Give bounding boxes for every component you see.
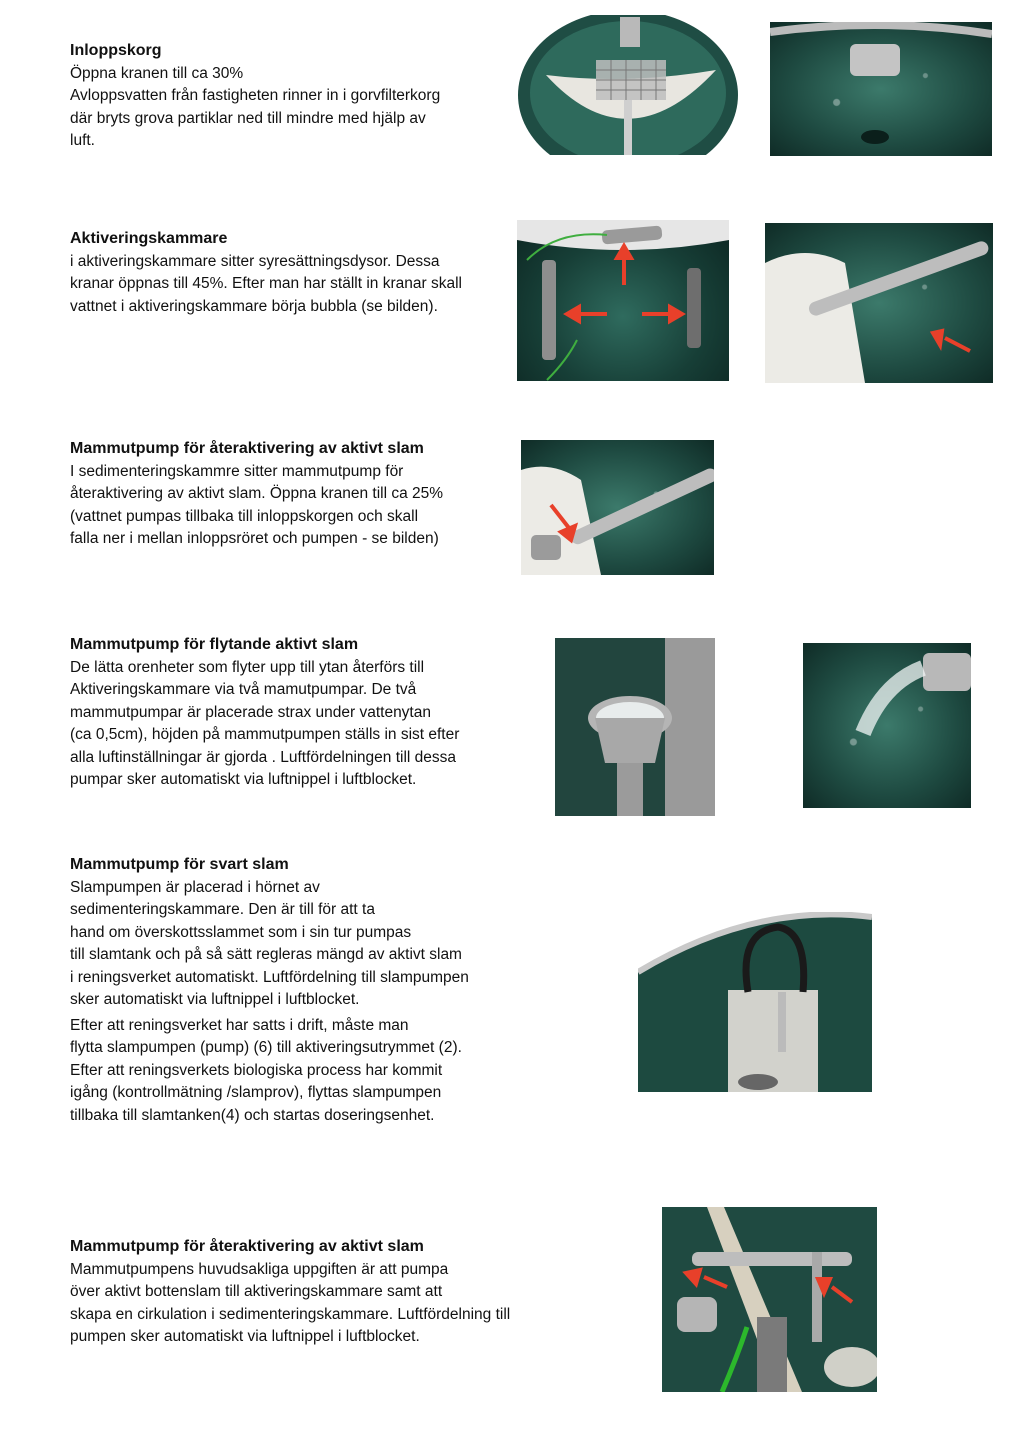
section-body	[70, 1259, 510, 1349]
body-line: till slamtank och på så sätt regleras mängd av aktivt slam	[70, 946, 462, 963]
section-title: Aktiveringskammare	[70, 230, 228, 247]
body-line: falla ner i mellan inloppsröret och pumpen - se bilden)	[70, 530, 439, 547]
body-line: i aktiveringskammare sitter syresättningsdysor. Dessa	[70, 252, 440, 270]
section-mammutpump-flytande	[70, 634, 459, 792]
body-line: i reningsverket automatiskt. Luftfördelning till slampumpen	[70, 968, 469, 986]
section-body	[70, 461, 443, 551]
body-line: kranar öppnas till 45%. Efter man har ställt in kranar skall	[70, 275, 462, 292]
body-line: sker automatiskt via luftnippel i luftblocket.	[70, 991, 360, 1008]
body-line: vattnet i aktiveringskammare börja bubbla (se bilden).	[70, 297, 438, 315]
section-title: Inloppskorg	[70, 42, 162, 59]
body-line: Öppna kranen till ca 30%	[70, 64, 244, 82]
body-line: (ca 0,5cm), höjden på mammutpumpen ställs in sist efter	[70, 726, 460, 743]
section-body	[70, 657, 459, 792]
body-line: Aktiveringskammare via två mamutpumpar. De två	[70, 681, 417, 698]
section-title: Mammutpump för återaktivering av aktivt slam	[70, 440, 424, 457]
body-line: Mammutpumpens huvudsakliga uppgiften är att pumpa	[70, 1260, 449, 1278]
body-line: Avloppsvatten från fastigheten rinner in i gorvfilterkorg	[70, 87, 441, 104]
section-body	[70, 877, 469, 1012]
photo-black-sludge-pump	[638, 912, 872, 1092]
section-body	[70, 63, 440, 153]
photo-floating-sludge-pump	[555, 638, 715, 816]
section-title: Mammutpump för svart slam	[70, 856, 289, 873]
body-line: Efter att reningsverket har satts i drift, måste man	[70, 1016, 409, 1034]
photo-return-pump	[521, 440, 714, 575]
body-line: pumpen sker automatiskt via luftnippel i luftblocket.	[70, 1328, 420, 1345]
body-line: mammutpumpar är placerade strax under vattenytan	[70, 703, 431, 721]
section-body	[70, 251, 462, 319]
body-line: (vattnet pumpas tillbaka till inloppskorgen och skall	[70, 507, 419, 525]
section-title: Mammutpump för återaktivering av aktivt slam	[70, 1238, 424, 1255]
photo-inlet-basket-top	[516, 15, 741, 155]
body-line: I sedimenteringskammre sitter mammutpump för	[70, 462, 404, 480]
section-mammutpump-svart	[70, 854, 469, 1127]
body-line: De lätta orenheter som flyter upp till ytan återförs till	[70, 658, 425, 676]
section-aktiveringskammare	[70, 228, 462, 318]
photo-bottom-sludge-pump	[662, 1207, 877, 1392]
body-line: över aktivt bottenslam till aktiveringskammare samt att	[70, 1283, 443, 1300]
section-mammutpump-aterakt-2	[70, 1236, 510, 1349]
body-line: alla luftinställningar är gjorda . Luftfördelningen till dessa	[70, 748, 457, 766]
body-line: hand om överskottsslammet som i sin tur pumpas	[70, 923, 412, 941]
body-line: Slampumpen är placerad i hörnet av	[70, 878, 320, 896]
photo-floating-sludge-outlet	[803, 643, 971, 808]
section-inloppskorg	[70, 40, 440, 153]
body-line: Efter att reningsverkets biologiska process har kommit	[70, 1061, 443, 1079]
body-line: återaktivering av aktivt slam. Öppna kranen till ca 25%	[70, 485, 444, 502]
body-line: skapa en cirkulation i sedimenteringskammare. Luftfördelning till	[70, 1305, 511, 1323]
body-line: tillbaka till slamtanken(4) och startas doseringsenhet.	[70, 1106, 435, 1124]
body-line: där bryts grova partiklar ned till mindre med hjälp av	[70, 109, 426, 127]
body-line: luft.	[70, 132, 95, 149]
section-title: Mammutpump för flytande aktivt slam	[70, 636, 359, 653]
photo-aeration-bubbling	[765, 223, 993, 383]
photo-inlet-basket-water	[770, 22, 992, 156]
body-line: sedimenteringskammare. Den är till för att ta	[70, 901, 375, 918]
section-body-continued	[70, 1015, 469, 1128]
body-line: flytta slampumpen (pump) (6) till aktiveringsutrymmet (2).	[70, 1039, 462, 1056]
body-line: igång (kontrollmätning /slamprov), flyttas slampumpen	[70, 1084, 442, 1101]
section-mammutpump-aterakt	[70, 438, 443, 551]
body-line: pumpar sker automatiskt via luftnippel i luftblocket.	[70, 771, 417, 788]
photo-aeration-diffusers	[517, 220, 729, 381]
